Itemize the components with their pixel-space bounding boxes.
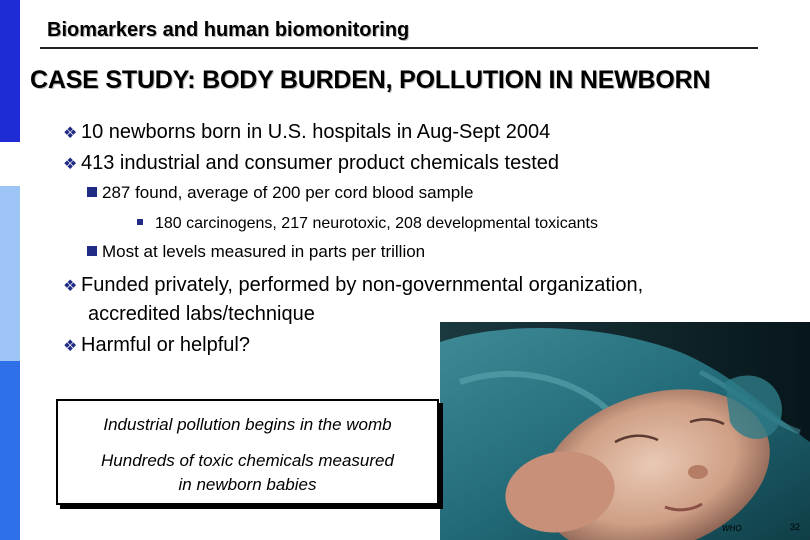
- header-title: Biomarkers and human biomonitoring: [47, 19, 410, 41]
- sidebar-decoration: [0, 0, 20, 540]
- page-number: 32: [790, 522, 801, 532]
- diamond-bullet-icon: ❖: [63, 125, 78, 142]
- bullet-item: ❖ 10 newborns born in U.S. hospitals in Aug-Sept 2004: [63, 120, 550, 146]
- square-bullet-icon: [87, 187, 97, 197]
- square-bullet-icon: [87, 246, 97, 256]
- bullet-item: ❖ Funded privately, performed by non-governmental organization,: [63, 273, 643, 299]
- photo-credit: WHO: [722, 524, 742, 533]
- diamond-bullet-icon: ❖: [63, 338, 78, 355]
- bullet-continuation: accredited labs/technique: [88, 303, 315, 325]
- bullet-item: ❖ 413 industrial and consumer product chemicals tested: [63, 151, 559, 177]
- sidebar-block-light: [0, 186, 20, 361]
- sidebar-gap: [0, 142, 20, 186]
- slide-title: CASE STUDY: BODY BURDEN, POLLUTION IN NEWBORN: [30, 66, 711, 94]
- diamond-bullet-icon: ❖: [63, 278, 78, 295]
- bullet-item: ❖ Harmful or helpful?: [63, 333, 250, 359]
- square-bullet-icon: [137, 219, 143, 225]
- sub-bullet-item: Most at levels measured in parts per trillion: [87, 242, 425, 262]
- caption-box: [56, 399, 439, 505]
- sidebar-block-mid: [0, 361, 20, 540]
- sub-sub-bullet-item: 180 carcinogens, 217 neurotoxic, 208 developmental toxicants: [137, 214, 598, 234]
- sub-bullet-item: 287 found, average of 200 per cord blood sample: [87, 183, 473, 203]
- diamond-bullet-icon: ❖: [63, 156, 78, 173]
- sidebar-block-dark: [0, 0, 20, 142]
- newborn-photo: [440, 322, 810, 540]
- caption-headline: Industrial pollution begins in the womb: [103, 415, 392, 434]
- caption-subtext: Hundreds of toxic chemicals measured in newborn babies: [101, 451, 394, 494]
- header-divider: [40, 47, 758, 49]
